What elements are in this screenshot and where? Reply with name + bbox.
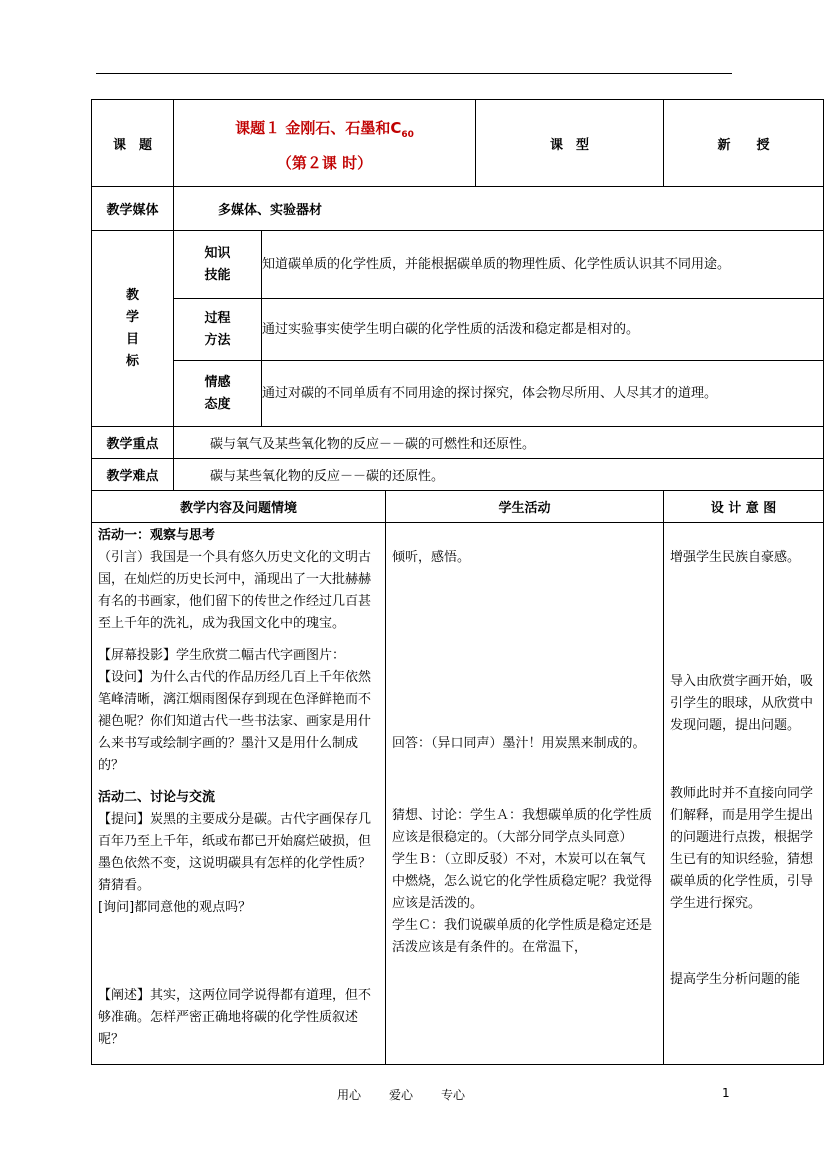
- activity1-design-purpose: 导入由欣赏字画开始，吸引学生的眼球，从欣赏中发现问题，提出问题。: [670, 674, 814, 733]
- activity1-student-response: 倾听，感悟。: [392, 550, 471, 565]
- goal-category-line: 态度: [204, 396, 231, 412]
- difficulty-row: [92, 459, 824, 491]
- goal-category-line: 方法: [204, 332, 231, 348]
- topic-title: 课题１ 金刚石、石墨和C: [235, 118, 402, 137]
- goal-category-line: 知识: [204, 245, 231, 261]
- activity2-title: 活动二、讨论与交流: [98, 790, 216, 805]
- column-header-row: [92, 491, 824, 523]
- goal-row: [92, 231, 824, 299]
- difficulty-value: 碳与某些氧化物的反应－－碳的还原性。: [174, 459, 824, 491]
- type-value: 新 授: [664, 100, 824, 187]
- activity2-student-c: 学生Ｃ：我们说碳单质的化学性质是稳定还是活泼应该是有条件的。在常温下，: [392, 918, 653, 955]
- footer-motto-word: 爱心: [389, 1088, 414, 1102]
- column-header-student: 学生活动: [386, 491, 664, 523]
- footer-motto-word: 用心: [337, 1088, 362, 1102]
- activity1-screen: 【屏幕投影】学生欣赏二幅古代字画图片：: [98, 648, 346, 663]
- column-header-content: 教学内容及问题情境: [92, 491, 386, 523]
- page-number: 1: [722, 1086, 730, 1100]
- activity2-ask: 【提问】炭黑的主要成分是碳。古代字画保存几百年乃至上千年，纸或布都已开始腐烂破损，但墨色依然不变，这说明碳具有怎样的化学性质？猜猜看。: [98, 812, 372, 893]
- goal-category: [174, 299, 262, 361]
- goal-text: 通过实验事实使学生明白碳的化学性质的活泼和稳定都是相对的。: [262, 299, 824, 361]
- design-cell: [664, 523, 824, 1065]
- topic-row: [92, 100, 824, 187]
- goal-row: [92, 361, 824, 427]
- topic-label: 课 题: [92, 100, 174, 187]
- column-header-design: 设 计 意 图: [664, 491, 824, 523]
- media-label: 教学媒体: [92, 187, 174, 231]
- activity1-design-note: 增强学生民族自豪感。: [670, 550, 801, 565]
- footer-motto-word: 专心: [441, 1088, 466, 1102]
- goal-category-line: 过程: [204, 310, 231, 326]
- activity1-student-answer: 回答：（异口同声）墨汁！用炭黑来制成的。: [392, 736, 646, 751]
- content-cell: [92, 523, 386, 1065]
- media-row: [92, 187, 824, 231]
- goals-label-char: 教: [125, 287, 139, 303]
- lesson-number: （第２课 时）: [276, 153, 373, 172]
- activity2-design-note: 提高学生分析问题的能: [670, 972, 801, 987]
- goal-category-line: 情感: [204, 374, 231, 390]
- footer-motto: [337, 1086, 465, 1103]
- goals-label-char: 学: [125, 309, 139, 325]
- student-cell: [386, 523, 664, 1065]
- goal-category: [174, 231, 262, 299]
- activity1-question: 【设问】为什么古代的作品历经几百上千年依然笔峰清晰，漓江烟雨图保存到现在色泽鲜艳而不褪色呢？你们知道古代一些书法家、画家是用什么来书写或绘制字画的？墨汁又是用什么制成的？: [98, 670, 372, 773]
- goal-text: 知道碳单质的化学性质，并能根据碳单质的物理性质、化学性质认识其不同用途。: [262, 231, 824, 299]
- topic-title-cell: [174, 100, 476, 187]
- goal-text: 通过对碳的不同单质有不同用途的探讨探究，体会物尽所用、人尽其才的道理。: [262, 361, 824, 427]
- activity2-inquire: [询问]都同意他的观点吗？: [98, 900, 252, 915]
- goal-category-line: 技能: [204, 267, 231, 283]
- goal-row: [92, 299, 824, 361]
- goals-label: [92, 231, 174, 427]
- activity2-explain: 【阐述】其实，这两位同学说得都有道理，但不够准确。怎样严密正确地将碳的化学性质叙述呢？: [98, 988, 372, 1047]
- goal-category: [174, 361, 262, 427]
- activity2-student-a: 猜想、讨论：学生Ａ：我想碳单质的化学性质应该是很稳定的。（大部分同学点头同意）: [392, 808, 653, 845]
- key-point-row: [92, 427, 824, 459]
- lesson-plan-table: [91, 99, 824, 1065]
- media-value: 多媒体、实验器材: [174, 187, 824, 231]
- key-point-label: 教学重点: [92, 427, 174, 459]
- activity2-student-b: 学生Ｂ：（立即反驳）不对，木炭可以在氧气中燃烧，怎么说它的化学性质稳定呢？我觉得应该是活泼的。: [392, 852, 653, 911]
- key-point-value: 碳与氧气及某些氧化物的反应－－碳的可燃性和还原性。: [174, 427, 824, 459]
- header-rule: [96, 73, 732, 74]
- topic-subscript: 60: [401, 129, 414, 140]
- activity1-intro: （引言）我国是一个具有悠久历史文化的文明古国，在灿烂的历史长河中，涌现出了一大批赫赫有名的书画家，他们留下的传世之作经过几百甚至上千年的洗礼，成为我国文化中的瑰宝。: [98, 550, 372, 631]
- type-label: 课 型: [476, 100, 664, 187]
- goals-label-char: 目: [125, 331, 139, 347]
- activity1-title: 活动一：观察与思考: [98, 528, 216, 543]
- goals-label-char: 标: [125, 353, 139, 369]
- activity2-design-purpose: 教师此时并不直接向同学们解释，而是用学生提出的问题进行点拨，根据学生已有的知识经验，猜想碳单质的化学性质，引导学生进行探究。: [670, 786, 814, 911]
- activity-row: [92, 523, 824, 1065]
- difficulty-label: 教学难点: [92, 459, 174, 491]
